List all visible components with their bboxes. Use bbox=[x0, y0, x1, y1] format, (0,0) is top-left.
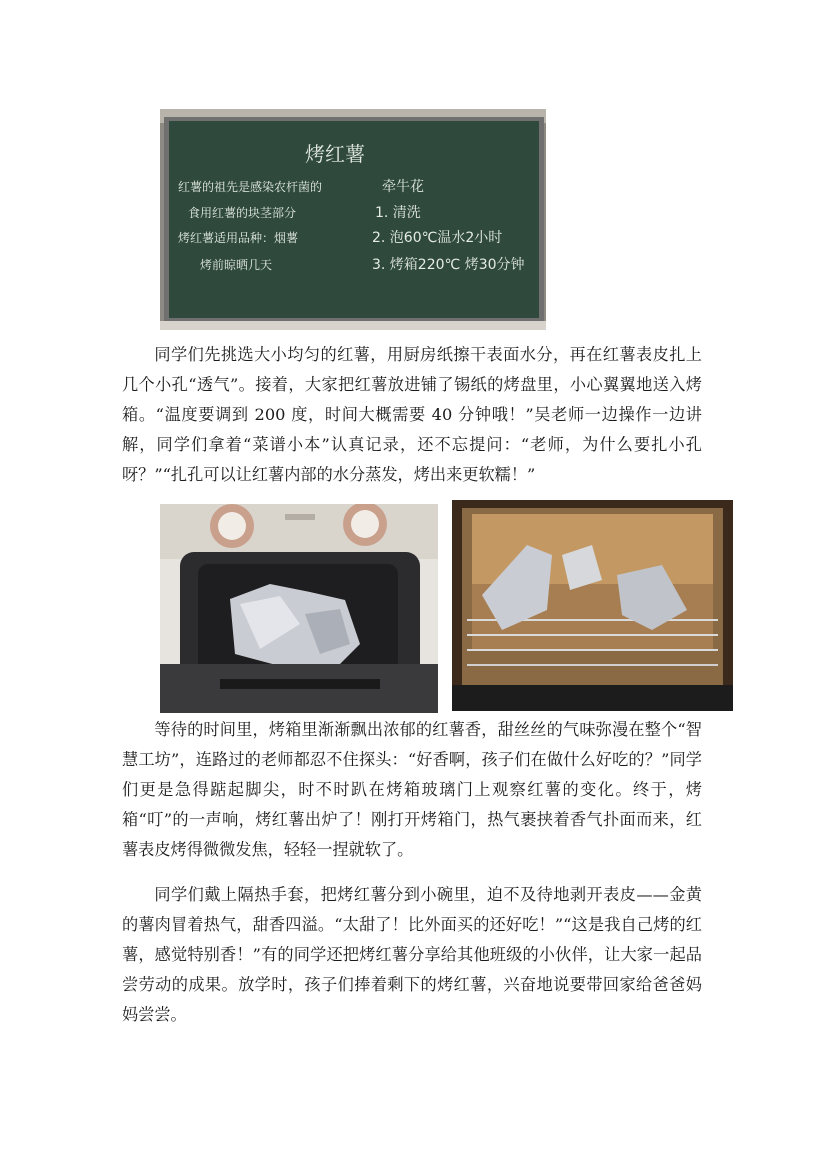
board-title: 烤红薯 bbox=[305, 142, 365, 166]
board-line1-right: 牵牛花 bbox=[382, 179, 424, 195]
paragraph-sharing: 同学们戴上隔热手套，把烤红薯分到小碗里，迫不及待地剥开表皮——金黄的薯肉冒着热气，甜香四溢。“太甜了！比外面买的还好吃！”“这是我自己烤的红薯，感觉特别香！”有的同学还把烤红薯分享给其他班级的小伙伴，让大家一起品尝劳动的成果。放学时，孩子们捧着剩下的烤红薯，兴奋地说要带回家给爸爸妈妈尝尝。 bbox=[122, 885, 702, 1024]
board-line2-right: 1. 清洗 bbox=[375, 205, 421, 221]
board-line4-right: 3. 烤箱220℃ 烤30分钟 bbox=[372, 257, 525, 273]
blackboard-image bbox=[160, 109, 546, 330]
board-line1-left: 红薯的祖先是感染农杆菌的 bbox=[178, 180, 323, 194]
board-line2-left: 食用红薯的块茎部分 bbox=[188, 206, 297, 220]
board-line3-right: 2. 泡60℃温水2小时 bbox=[372, 230, 503, 246]
oven-photo bbox=[452, 500, 733, 711]
paragraph-preparation: 同学们先挑选大小均匀的红薯，用厨房纸擦干表面水分，再在红薯表皮扎上几个小孔“透气”。接着，大家把红薯放进铺了锡纸的烤盘里，小心翼翼地送入烤箱。“温度要调到 200 度，时间大概需要 40 分钟哦！”吴老师一边操作一边讲解，同学们拿着“菜谱小本”认真记录，还不忘提问：“老师，为什么要扎小孔呀？”“扎孔可以让红薯内部的水分蒸发，烤出来更软糯！” bbox=[122, 345, 702, 484]
air-fryer-photo bbox=[160, 504, 438, 713]
board-line4-left: 烤前晾晒几天 bbox=[200, 258, 273, 272]
air-fryer-image bbox=[160, 504, 438, 713]
blackboard-photo bbox=[160, 109, 546, 330]
oven-image bbox=[452, 500, 733, 711]
board-line3-left: 烤红薯适用品种：烟薯 bbox=[178, 231, 299, 245]
paragraph-waiting: 等待的时间里，烤箱里渐渐飘出浓郁的红薯香，甜丝丝的气味弥漫在整个“智慧工坊”，连路过的老师都忍不住探头：“好香啊，孩子们在做什么好吃的？”同学们更是急得踮起脚尖，时不时趴在烤箱玻璃门上观察红薯的变化。终于，烤箱“叮”的一声响，烤红薯出炉了！刚打开烤箱门，热气裹挟着香气扑面而来，红薯表皮烤得微微发焦，轻轻一捏就软了。 bbox=[122, 720, 702, 859]
